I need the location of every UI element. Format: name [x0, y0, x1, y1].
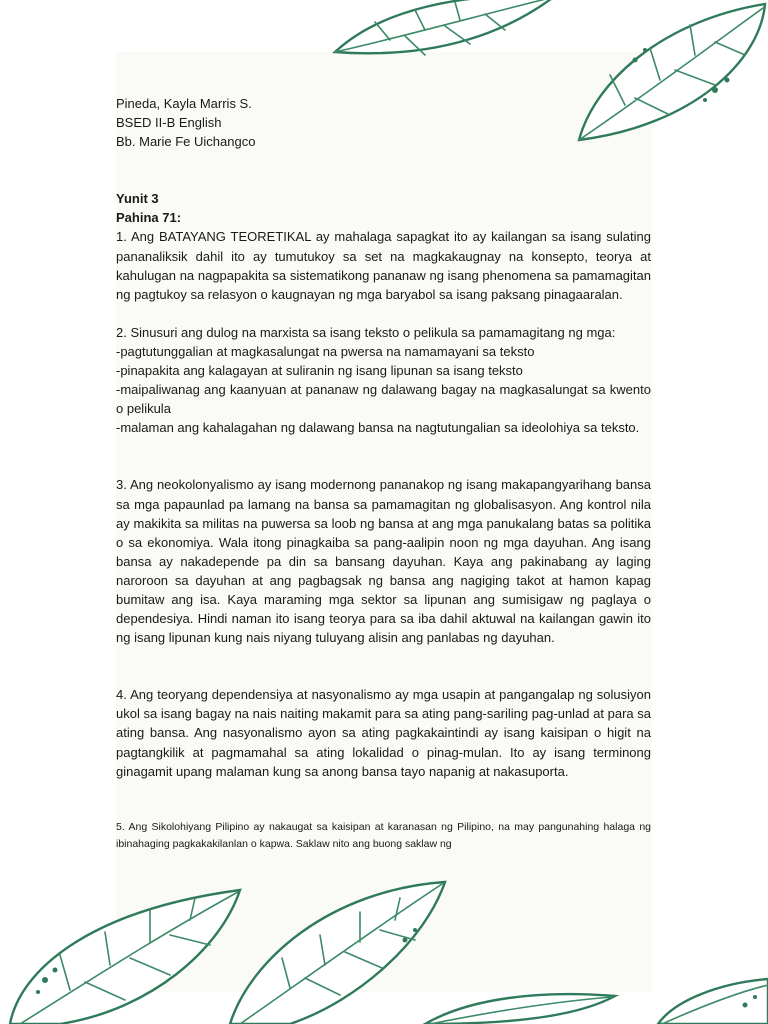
leaf-bottom-center-icon [210, 880, 450, 1024]
answer-2-bullet: -maipaliwanag ang kaanyuan at pananaw ng dalawang bagay na magkasalungat sa kwento o pelikula [116, 382, 651, 417]
answer-2-intro: 2. Sinusuri ang dulog na marxista sa isang teksto o pelikula sa pamamagitang ng mga: [116, 324, 616, 340]
answer-2-bullet: -pinapakita ang kalagayan at suliranin ng isang lipunan sa isang teksto [116, 363, 523, 379]
answer-3: 3. Ang neokolonyalismo ay isang modernong pananakop ng isang makapangyarihang bansa sa mga papaunlad pa lamang na bansa sa pamamagitan ng globalisasyon. Ang kontrol nila ay makikita sa militas na puwersa sa loob ng bansa at ang mga panukalang batas sa politika o sa ekonomiya. Wala itong pinagkaiba sa pang-aalipin noon ng mga dayuhan. Ang isang bansa ay nakadepende pa din sa bansang dayuhan. Kaya ang pakinabang ay laging naroroon sa dayuhan at ang pagbagsak ng bansa ang nagiging takot at hamon kapag bumitaw ang isa. Kaya maraming mga sektor sa lipunan ang sumisigaw ng paglaya o dependesiya. Hindi naman ito isang teorya para sa iba dahil aktuwal na kailangan gawin ito ng isang lipunan kung nais niyang tuluyang alisin ang panlabas ng dayuhan. [116, 477, 651, 646]
document-body [116, 94, 651, 853]
unit-title: Yunit 3 [116, 191, 159, 207]
answer-5: 5. Ang Sikolohiyang Pilipino ay nakaugat sa kaisipan at karanasan ng Pilipino, na may pangunahing halaga ng ibinahaging pagkakakilanlan o kapwa. Saklaw nito ang buong saklaw ng [116, 820, 651, 850]
answer-1: 1. Ang BATAYANG TEORETIKAL ay mahalaga sapagkat ito ay kailangan sa isang sulating pananaliksik dahil ito ay tumutukoy sa set na magkakaugnay na konsepto, teorya at kahulugan na nagpapakita sa sistematikong pananaw ng isang phenomena sa pamamagitan ng pagtukoy sa relasyon o kaugnayan ng mga baryabol sa isang paksang pinagaaralan. [116, 229, 651, 302]
answer-2-bullet: -pagtutunggalian at magkasalungat na pwersa na namamayani sa teksto [116, 343, 535, 359]
student-course: BSED II-B English [116, 115, 222, 131]
answer-2-bullet: -malaman ang kahalagahan ng dalawang bansa na nagtutungalian sa ideolohiya sa teksto. [116, 420, 640, 436]
page-label: Pahina 71: [116, 210, 182, 226]
leaf-top-center-icon [330, 0, 560, 70]
student-name: Pineda, Kayla Marris S. [116, 96, 252, 111]
leaf-bottom-mid-icon [420, 990, 620, 1024]
answer-4: 4. Ang teoryang dependensiya at nasyonalismo ay mga usapin at pangangalap ng solusiyon ukol sa isang bagay na nais naiting makamit para sa ating pang-sariling pag-unlad at para sa ating bansa. Ang nasyonalismo ayon sa ating pagkakaintindi ay isang kaisipan o higit na pagtangkilik at pagmamahal sa ating lokalidad o pinag-mulan. Ito ay isang terminong ginagamit upang malaman kung sa anong bansa tayo napanig at nakasuporta. [116, 687, 651, 779]
teacher-name: Bb. Marie Fe Uichangco [116, 134, 256, 150]
leaf-bottom-right-icon [650, 975, 768, 1024]
